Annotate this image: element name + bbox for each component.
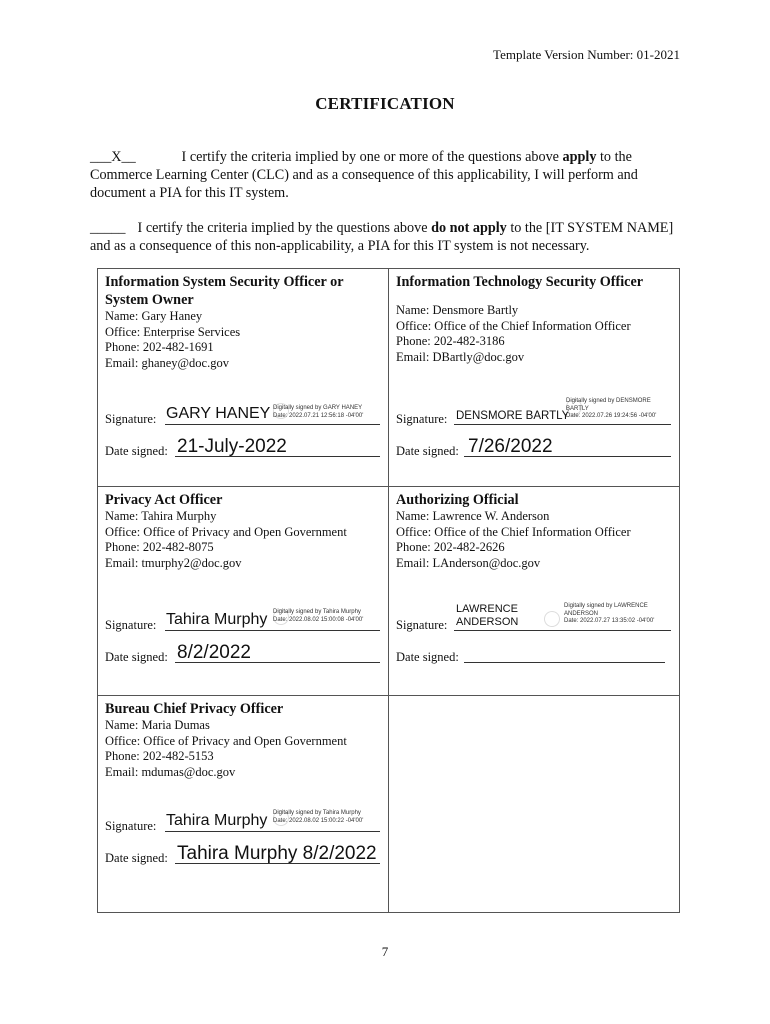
isso-signature-row bbox=[105, 397, 380, 427]
itso-signature-line[interactable] bbox=[454, 424, 671, 425]
ao-signature-label: Signature: bbox=[396, 618, 448, 632]
ao-date-line[interactable] bbox=[464, 662, 665, 663]
itso-signature-row bbox=[396, 397, 671, 427]
pao-name: Name: Tahira Murphy bbox=[105, 509, 217, 523]
itso-office: Office: Office of the Chief Information Officer bbox=[396, 318, 631, 333]
ao-digital-signature bbox=[564, 603, 654, 626]
ao-phone: Phone: 202-482-2626 bbox=[396, 540, 505, 554]
ao-signature bbox=[456, 603, 518, 629]
isso-role: Information System Security Officer or System Owner bbox=[105, 274, 344, 308]
apply-text-before: I certify the criteria implied by one or more of the questions above bbox=[181, 149, 559, 165]
bcpo-digital-signature bbox=[273, 810, 363, 825]
apply-bold: apply bbox=[562, 149, 597, 165]
bcpo-phone: Phone: 202-482-5153 bbox=[105, 749, 214, 763]
page-number: 7 bbox=[381, 944, 389, 959]
pao-signature bbox=[166, 611, 267, 629]
bcpo-signature-label: Signature: bbox=[105, 819, 157, 833]
ao-name: Name: Lawrence W. Anderson bbox=[396, 509, 550, 523]
not-apply-bold: do not apply bbox=[431, 220, 507, 236]
bcpo-name: Name: Maria Dumas bbox=[105, 718, 210, 732]
isso-date-row bbox=[105, 429, 380, 459]
ao-signature-line[interactable] bbox=[454, 630, 671, 631]
bcpo-signature bbox=[166, 812, 267, 830]
apply-text-after: to the Commerce Learning Center (CLC) and as a consequence of this applicability, I will perform and document a PIA for this IT system. bbox=[90, 149, 638, 201]
itso-digital-line2: BARTLY bbox=[566, 405, 589, 412]
isso-signature-line[interactable] bbox=[165, 424, 380, 425]
isso-date-value: 21-July-2022 bbox=[177, 436, 287, 457]
isso-digital-line2: Date: 2022.07.21 12:56:18 -04'00' bbox=[273, 412, 364, 419]
isso-digital-signature bbox=[273, 405, 363, 420]
bcpo-signature-line[interactable] bbox=[165, 831, 380, 832]
itso-date-value: 7/26/2022 bbox=[468, 436, 553, 457]
isso-phone: Phone: 202-482-1691 bbox=[105, 340, 214, 354]
pao-role: Privacy Act Officer bbox=[105, 492, 223, 508]
ao-cell bbox=[389, 487, 680, 696]
isso-signature bbox=[166, 405, 270, 423]
not-apply-text-before: I certify the criteria implied by the questions above bbox=[137, 220, 428, 236]
pao-signature-line[interactable] bbox=[165, 630, 380, 631]
ao-email: Email: LAnderson@doc.gov bbox=[396, 555, 541, 570]
pao-date-row bbox=[105, 635, 380, 665]
ao-signature-line2: ANDERSON bbox=[456, 616, 519, 628]
itso-email: Email: DBartly@doc.gov bbox=[396, 349, 525, 364]
certification-not-apply bbox=[90, 219, 690, 255]
empty-cell bbox=[389, 696, 680, 913]
bcpo-role: Bureau Chief Privacy Officer bbox=[105, 701, 284, 717]
itso-signature-name: DENSMORE BARTLY bbox=[456, 410, 570, 422]
isso-cell bbox=[98, 269, 389, 487]
isso-signature-label: Signature: bbox=[105, 412, 157, 426]
pao-date-label: Date signed: bbox=[105, 650, 168, 664]
ao-signature-stamp-icon bbox=[541, 608, 562, 629]
isso-date-label: Date signed: bbox=[105, 444, 168, 458]
template-version: Template Version Number: 01-2021 bbox=[493, 47, 680, 62]
bcpo-date-row bbox=[105, 836, 380, 866]
pao-signature-label: Signature: bbox=[105, 618, 157, 632]
pao-digital-line1: Digitally signed by Tahira Murphy bbox=[273, 609, 361, 615]
certification-apply bbox=[90, 148, 690, 202]
not-apply-checkmark: _____ bbox=[90, 220, 126, 236]
itso-phone: Phone: 202-482-3186 bbox=[396, 334, 505, 348]
isso-signature-name: GARY HANEY bbox=[166, 405, 271, 422]
ao-office: Office: Office of the Chief Information Officer bbox=[396, 524, 631, 539]
pao-phone: Phone: 202-482-8075 bbox=[105, 540, 214, 554]
ao-date-row bbox=[396, 635, 671, 665]
pao-email: Email: tmurphy2@doc.gov bbox=[105, 555, 242, 570]
bcpo-digital-line2: Date: 2022.08.02 15:00:22 -04'00' bbox=[273, 817, 364, 824]
bcpo-signature-name: Tahira Murphy bbox=[166, 812, 268, 829]
isso-email: Email: ghaney@doc.gov bbox=[105, 355, 229, 370]
pao-cell bbox=[98, 487, 389, 696]
ao-digital-line3: Date: 2022.07.27 13:35:02 -04'00' bbox=[564, 618, 655, 624]
itso-name: Name: Densmore Bartly bbox=[396, 303, 519, 317]
itso-cell bbox=[389, 269, 680, 487]
bcpo-email: Email: mdumas@doc.gov bbox=[105, 764, 236, 779]
itso-digital-line1: Digitally signed by DENSMORE bbox=[566, 398, 651, 404]
pao-signature-name: Tahira Murphy bbox=[166, 611, 268, 628]
pao-digital-signature bbox=[273, 609, 363, 624]
itso-date-label: Date signed: bbox=[396, 444, 459, 458]
apply-checkmark: ___X__ bbox=[90, 149, 136, 165]
signature-table bbox=[97, 268, 680, 913]
bcpo-date-label: Date signed: bbox=[105, 851, 168, 865]
pao-office: Office: Office of Privacy and Open Government bbox=[105, 524, 347, 539]
pao-digital-line2: Date: 2022.08.02 15:00:08 -04'00' bbox=[273, 616, 364, 623]
ao-signature-line1: LAWRENCE bbox=[456, 603, 518, 615]
itso-digital-line3: Date: 2022.07.26 19:24:56 -04'00' bbox=[566, 413, 657, 419]
ao-digital-line2: ANDERSON bbox=[564, 610, 599, 617]
itso-digital-signature bbox=[566, 398, 656, 421]
page-title: CERTIFICATION bbox=[315, 94, 455, 113]
pao-signature-row bbox=[105, 603, 380, 633]
isso-digital-line1: Digitally signed by GARY HANEY bbox=[273, 405, 363, 411]
bcpo-cell bbox=[98, 696, 389, 913]
itso-signature bbox=[456, 408, 569, 423]
itso-date-row bbox=[396, 429, 671, 459]
ao-role: Authorizing Official bbox=[396, 492, 519, 508]
bcpo-digital-line1: Digitally signed by Tahira Murphy bbox=[273, 810, 361, 816]
ao-digital-line1: Digitally signed by LAWRENCE bbox=[564, 603, 648, 609]
bcpo-signature-row bbox=[105, 804, 380, 834]
isso-name: Name: Gary Haney bbox=[105, 309, 203, 323]
bcpo-date-value: Tahira Murphy 8/2/2022 bbox=[177, 843, 377, 864]
pao-date-value: 8/2/2022 bbox=[177, 642, 251, 663]
itso-signature-label: Signature: bbox=[396, 412, 448, 426]
itso-role: Information Technology Security Officer bbox=[396, 274, 644, 290]
ao-date-label: Date signed: bbox=[396, 650, 459, 664]
not-apply-text-after: to the [IT SYSTEM NAME] and as a consequence of this non-applicability, a PIA for this IT system is not necessary. bbox=[90, 220, 674, 254]
bcpo-office: Office: Office of Privacy and Open Government bbox=[105, 733, 347, 748]
ao-signature-row bbox=[396, 603, 671, 633]
isso-office: Office: Enterprise Services bbox=[105, 324, 241, 339]
